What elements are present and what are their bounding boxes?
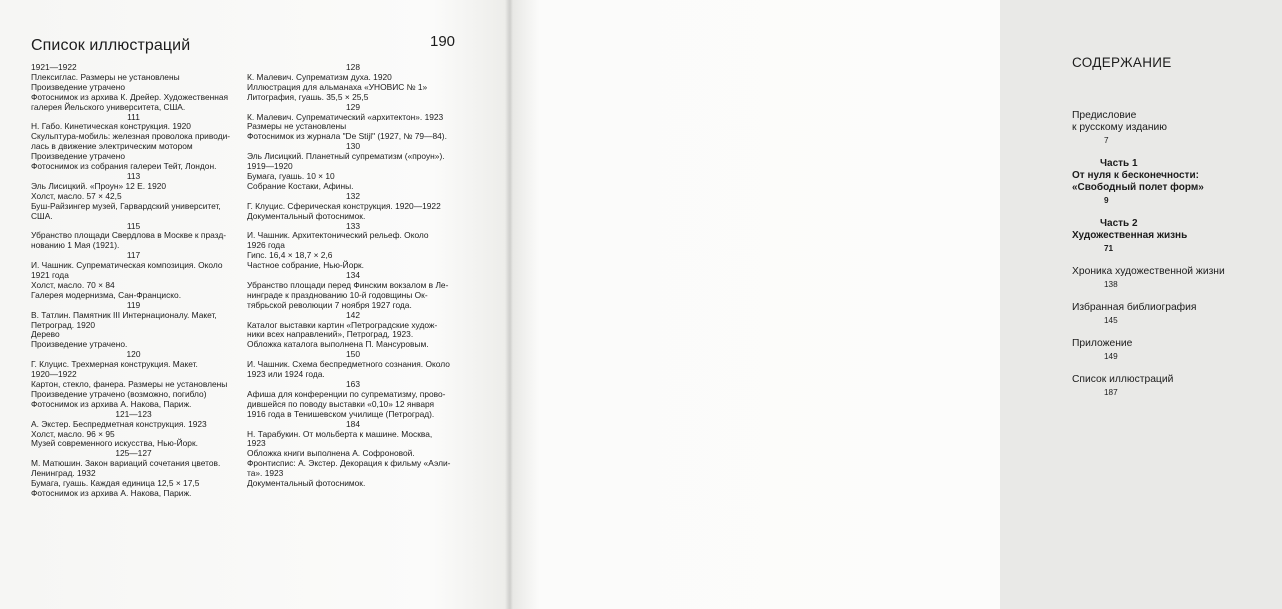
illustration-caption-line: 1919—1920 xyxy=(247,161,293,172)
illustration-caption-line: Произведение утрачено xyxy=(31,151,125,162)
illustration-entry xyxy=(31,350,246,409)
toc-part xyxy=(1072,218,1282,255)
illustration-caption-line: Скульптура-мобиль: железная проволока приводи- xyxy=(31,131,231,142)
illustration-entry xyxy=(247,459,469,489)
illustration-entry xyxy=(31,251,246,301)
page-number: 190 xyxy=(430,33,456,50)
illustration-entry xyxy=(247,63,469,103)
illustration-caption-line: Произведение утрачено. xyxy=(31,339,128,350)
illustration-caption-line: Литография, гуашь. 35,5 × 25,5 xyxy=(247,91,369,102)
illustration-entry xyxy=(247,420,469,460)
illustration-caption-line: М. Матюшин. Закон вариаций сочетания цветов. xyxy=(31,458,221,469)
toc-page-number: 187 xyxy=(1104,388,1118,397)
illustration-entry xyxy=(31,113,246,172)
illustration-caption-line: Н. Габо. Кинетическая конструкция. 1920 xyxy=(31,121,191,132)
illustration-number: 119 xyxy=(126,299,141,310)
illustration-caption-line: Частное собрание, Нью-Йорк. xyxy=(247,260,365,271)
illustration-caption-line: Фотоснимок из архива А. Накова, Париж. xyxy=(31,487,192,498)
toc-label: Предисловие к русскому изданию xyxy=(1072,110,1167,133)
illustration-caption-line: Дерево xyxy=(31,329,60,340)
illustration-caption-line: Афиша для конференции по супрематизму, прово- xyxy=(247,388,446,399)
illustration-number: 133 xyxy=(346,220,360,231)
toc-part xyxy=(1072,158,1282,207)
illustration-caption-line: Картон, стекло, фанера. Размеры не установлены xyxy=(31,379,228,389)
illustration-caption-line: дившейся по поводу выставки «0,10» 12 января xyxy=(247,398,435,409)
illustration-caption-line: Буш-Райзингер музей, Гарвардский университет, xyxy=(31,200,221,211)
illustration-caption-line: 1923 или 1924 года. xyxy=(247,369,325,380)
toc-item xyxy=(1072,374,1282,399)
illustration-caption-line: К. Малевич. Супрематизм духа. 1920 xyxy=(247,71,392,82)
illustration-number: 113 xyxy=(126,170,141,181)
illustration-caption-line: Размеры не установлены xyxy=(247,121,347,132)
illustration-entry xyxy=(247,192,469,222)
illustrations-column-right xyxy=(247,63,469,489)
toc-label: Список иллюстраций xyxy=(1072,374,1174,385)
table-of-contents xyxy=(1072,110,1282,401)
illustration-number: 130 xyxy=(346,141,360,152)
illustration-caption-line: Собрание Костаки, Афины. xyxy=(247,180,354,191)
illustration-caption-line: Иллюстрация для альманаха «УНОВИС № 1» xyxy=(247,81,428,92)
illustration-number: 121—123 xyxy=(115,408,152,419)
illustration-caption-line: нованию 1 Мая (1921). xyxy=(31,240,120,251)
illustration-caption-line: тябрьской революции 7 ноября 1927 года. xyxy=(247,299,412,310)
toc-label: Избранная библиография xyxy=(1072,302,1197,313)
illustration-entry xyxy=(247,222,469,272)
toc-item xyxy=(1072,110,1282,147)
illustration-caption-line: лась в движение электрическим мотором xyxy=(31,141,193,152)
illustration-number: 129 xyxy=(346,101,360,112)
illustration-number: 150 xyxy=(346,349,360,360)
illustration-caption-line: Фотоснимок из журнала "De Stijl" (1927, № 79—84). xyxy=(247,131,447,142)
illustration-caption-line: Убранство площади перед Финским вокзалом в Ле- xyxy=(247,279,449,290)
toc-item xyxy=(1072,302,1282,327)
illustration-number: 111 xyxy=(127,111,140,122)
book-gutter xyxy=(505,0,513,609)
illustration-entry xyxy=(31,63,246,113)
illustration-caption-line: 1921—1922 xyxy=(31,62,77,72)
right-page xyxy=(510,0,1225,609)
illustrations-column-left xyxy=(31,63,246,499)
illustration-entry xyxy=(247,350,469,380)
illustration-caption-line: И. Чашник. Схема беспредметного сознания. Около xyxy=(247,359,450,370)
toc-item xyxy=(1072,338,1282,363)
illustration-caption-line: США. xyxy=(31,210,53,221)
illustration-caption-line: И. Чашник. Супрематическая композиция. Около xyxy=(31,260,223,271)
illustration-caption-line: Фронтиспис: А. Экстер. Декорация к фильму «Аэли- xyxy=(247,458,451,469)
illustration-entry xyxy=(31,222,246,252)
illustration-caption-line: Холст, масло. 70 × 84 xyxy=(31,279,115,290)
illustration-entry xyxy=(247,311,469,351)
illustration-caption-line: Произведение утрачено xyxy=(31,81,125,92)
illustration-caption-line: та». 1923 xyxy=(247,468,284,479)
illustration-entry xyxy=(31,172,246,222)
illustration-caption-line: Фотоснимок из архива А. Накова, Париж. xyxy=(31,398,192,409)
illustration-entry xyxy=(247,142,469,192)
toc-label: Часть 1 От нуля к бесконечности: «Свободный полет форм» xyxy=(1072,158,1204,193)
illustration-caption-line: Обложка книги выполнена А. Софроновой. xyxy=(247,448,415,459)
toc-label: Хроника художественной жизни xyxy=(1072,266,1225,277)
toc-page-number: 9 xyxy=(1104,196,1109,205)
illustration-caption-line: Документальный фотоснимок. xyxy=(247,210,366,221)
illustration-caption-line: 1921 года xyxy=(31,270,69,281)
illustration-caption-line: Убранство площади Свердлова в Москве к празд- xyxy=(31,230,227,241)
illustration-number: 142 xyxy=(346,309,360,320)
illustration-caption-line: Плексиглас. Размеры не установлены xyxy=(31,71,180,82)
illustration-number: 132 xyxy=(346,190,360,201)
toc-page-number: 71 xyxy=(1104,244,1114,253)
illustration-caption-line: Бумага, гуашь. 10 × 10 xyxy=(247,170,335,181)
illustration-caption-line: Гипс. 16,4 × 18,7 × 2,6 xyxy=(247,250,333,261)
illustration-number: 128 xyxy=(346,62,360,72)
toc-page-number: 7 xyxy=(1104,136,1109,145)
toc-label: Приложение xyxy=(1072,338,1133,349)
illustration-number: 184 xyxy=(346,418,360,429)
illustration-entry xyxy=(247,271,469,311)
illustration-caption-line: 1923 xyxy=(247,438,266,449)
illustration-entry xyxy=(247,380,469,420)
illustration-caption-line: Музей современного искусства, Нью-Йорк. xyxy=(31,438,198,449)
toc-page-number: 138 xyxy=(1104,280,1118,289)
illustration-caption-line: Холст, масло. 96 × 95 xyxy=(31,428,115,439)
illustration-caption-line: Каталог выставки картин «Петроградские худож- xyxy=(247,319,438,330)
illustration-caption-line: Произведение утрачено (возможно, погибло) xyxy=(31,388,207,399)
contents-title: СОДЕРЖАНИЕ xyxy=(1072,55,1172,70)
illustration-number: 120 xyxy=(126,349,141,360)
illustration-number: 117 xyxy=(126,250,141,261)
illustration-caption-line: Петроград. 1920 xyxy=(31,319,96,330)
illustration-caption-line: В. Татлин. Памятник III Интернационалу. Макет, xyxy=(31,309,217,320)
illustration-number: 134 xyxy=(346,270,360,281)
illustration-caption-line: Фотоснимок из собрания галереи Тейт, Лондон. xyxy=(31,161,217,172)
illustration-caption-line: галерея Йельского университета, США. xyxy=(31,101,186,112)
illustration-caption-line: И. Чашник. Архитектонический рельеф. Около xyxy=(247,230,429,241)
illustration-caption-line: ники всех направлений», Петроград, 1923. xyxy=(247,329,414,340)
illustration-entry xyxy=(31,301,246,351)
illustration-caption-line: Галерея модернизма, Сан-Франциско. xyxy=(31,289,182,300)
illustration-number: 163 xyxy=(346,379,360,389)
left-page xyxy=(0,0,510,609)
illustration-caption-line: 1916 года в Тенишевском училище (Петроград). xyxy=(247,408,435,419)
page-title: Список иллюстраций xyxy=(31,37,191,54)
illustration-caption-line: Бумага, гуашь. Каждая единица 12,5 × 17,5 xyxy=(31,478,200,489)
illustration-caption-line: Эль Лисицкий. Планетный супрематизм («проун»). xyxy=(247,151,445,162)
illustration-caption-line: 1920—1922 xyxy=(31,369,77,380)
illustration-number: 125—127 xyxy=(115,448,152,459)
illustration-entry xyxy=(31,449,246,499)
illustration-caption-line: Ленинград. 1932 xyxy=(31,468,96,479)
illustration-caption-line: Г. Клуцис. Сферическая конструкция. 1920—1922 xyxy=(247,200,441,211)
illustration-caption-line: Н. Тарабукин. От мольберта к машине. Москва, xyxy=(247,428,433,439)
illustration-caption-line: А. Экстер. Беспредметная конструкция. 1923 xyxy=(31,418,207,429)
toc-page-number: 149 xyxy=(1104,352,1118,361)
illustration-caption-line: Фотоснимок из архива К. Дрейер. Художественная xyxy=(31,91,229,102)
toc-label: Часть 2 Художественная жизнь xyxy=(1072,218,1188,241)
illustration-caption-line: Холст, масло. 57 × 42,5 xyxy=(31,190,122,201)
illustration-caption-line: Обложка каталога выполнена П. Мансуровым. xyxy=(247,339,429,350)
illustration-entry xyxy=(31,410,246,450)
illustration-caption-line: Г. Клуцис. Трехмерная конструкция. Макет. xyxy=(31,359,198,370)
illustration-entry xyxy=(247,103,469,143)
illustration-caption-line: К. Малевич. Супрематический «архитектон». 1923 xyxy=(247,111,444,122)
illustration-number: 115 xyxy=(126,220,141,231)
illustration-caption-line: Документальный фотоснимок. xyxy=(247,478,366,489)
illustration-caption-line: 1926 года xyxy=(247,240,285,251)
illustration-caption-line: нинграде к празднованию 10-й годовщины Ок- xyxy=(247,289,428,300)
illustration-caption-line: Эль Лисицкий. «Проун» 12 Е. 1920 xyxy=(31,180,167,191)
toc-item xyxy=(1072,266,1282,291)
toc-page-number: 145 xyxy=(1104,316,1118,325)
